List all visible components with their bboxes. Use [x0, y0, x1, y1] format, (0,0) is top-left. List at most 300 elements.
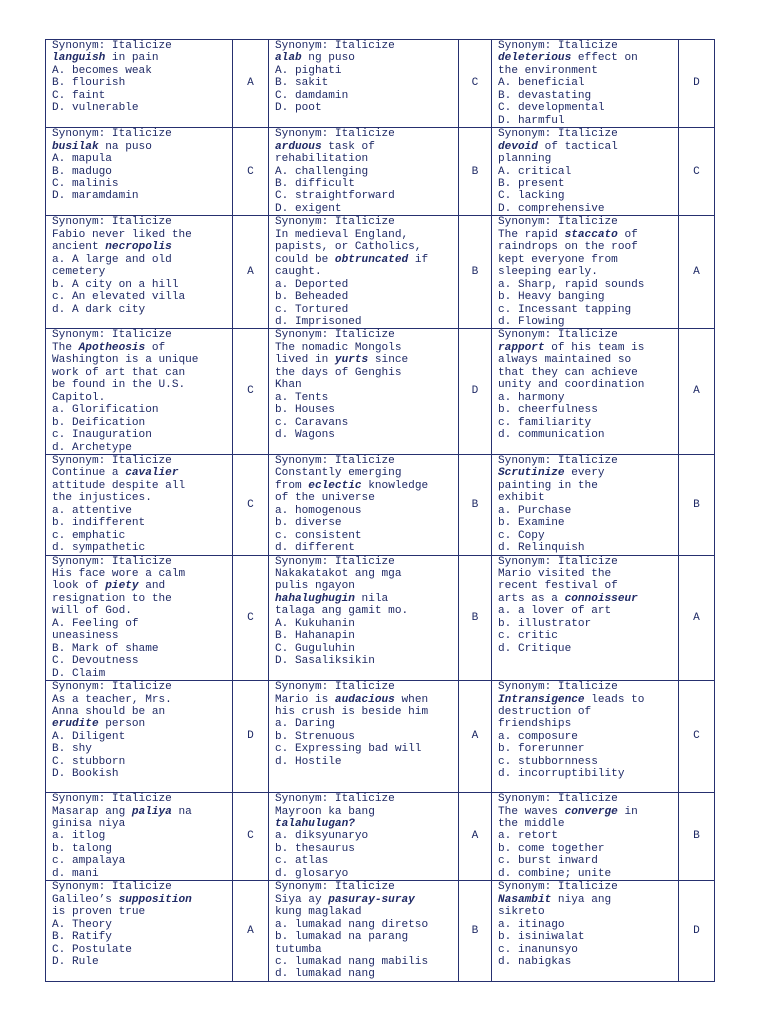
question-text: na	[171, 805, 192, 818]
italicized-word: alab	[275, 52, 302, 65]
question-text: Synonym: Italicize	[52, 881, 172, 894]
question-line	[52, 768, 228, 780]
question-cell	[269, 128, 459, 216]
question-line	[498, 153, 674, 165]
question-text: Synonym: Italicize	[52, 454, 172, 467]
question-line	[52, 480, 228, 492]
question-line	[498, 40, 674, 52]
question-text: b. talong	[52, 842, 112, 855]
answer-letter: C	[247, 165, 254, 178]
question-row	[46, 216, 715, 329]
question-text: Synonym: Italicize	[498, 128, 618, 141]
answer-cell	[459, 329, 492, 455]
question-line	[275, 52, 454, 64]
question-line	[52, 90, 228, 102]
question-line	[498, 818, 674, 830]
question-line	[275, 153, 454, 165]
question-line	[498, 706, 674, 718]
question-text: In medieval England,	[275, 228, 409, 241]
question-cell	[269, 681, 459, 793]
question-text: exhibit	[498, 492, 545, 505]
question-text: b. Deification	[52, 416, 146, 429]
question-text: ancient	[52, 241, 106, 254]
question-line	[52, 542, 228, 554]
question-text: is proven true	[52, 906, 146, 919]
question-line	[275, 630, 454, 642]
question-text: talaga ang gamit mo.	[275, 605, 409, 618]
question-text: when	[394, 693, 429, 706]
question-text: a. diksyunaryo	[275, 830, 369, 843]
question-line	[275, 731, 454, 743]
question-text: d. Critique	[498, 642, 572, 655]
question-line	[52, 630, 228, 642]
italicized-word: cavalier	[125, 467, 179, 480]
question-line	[275, 843, 454, 855]
question-line	[498, 630, 674, 642]
question-line	[52, 517, 228, 529]
question-line	[498, 480, 674, 492]
answer-letter: B	[471, 924, 479, 937]
question-text: in	[617, 805, 638, 818]
question-line	[498, 291, 674, 303]
question-line	[275, 304, 454, 316]
italicized-word: devoid	[498, 140, 538, 153]
question-row	[46, 793, 715, 881]
question-line	[498, 279, 674, 291]
question-line	[52, 681, 228, 693]
question-line	[52, 556, 228, 568]
question-text: c. lumakad nang mabilis	[275, 956, 429, 968]
question-text: B. devastating	[498, 89, 592, 102]
question-text: Synonym: Italicize	[275, 454, 395, 467]
question-text: d. Hostile	[275, 755, 342, 768]
question-line	[52, 216, 228, 228]
question-text: the days of Genghis	[275, 366, 402, 379]
question-cell	[46, 555, 233, 681]
question-text: a. Daring	[275, 718, 335, 731]
question-line	[498, 141, 674, 153]
question-text: b. lumakad na parang	[275, 931, 409, 944]
question-line	[275, 429, 454, 441]
question-text: a. Tents	[275, 391, 329, 404]
question-text: C. Guguluhin	[275, 642, 355, 655]
question-text: a. lumakad nang diretso	[275, 918, 429, 931]
question-line	[275, 655, 454, 667]
question-text: Synonym: Italicize	[52, 555, 172, 568]
question-line	[52, 894, 228, 906]
question-line	[498, 568, 674, 580]
question-text: D. maramdamin	[52, 190, 139, 203]
italicized-word: converge	[564, 805, 618, 818]
question-text: b. Beheaded	[275, 291, 349, 304]
question-line	[52, 304, 228, 316]
question-line	[275, 568, 454, 580]
question-text: be found in the U.S.	[52, 379, 186, 392]
question-text: b. Strenuous	[275, 730, 355, 743]
question-line	[52, 731, 228, 743]
question-text: always maintained so	[498, 354, 632, 367]
question-line	[52, 906, 228, 918]
question-text: A. pighati	[275, 64, 342, 77]
answer-letter: C	[247, 830, 254, 843]
question-text: A. critical	[498, 165, 572, 178]
question-line	[498, 681, 674, 693]
question-line	[275, 178, 454, 190]
answer-cell	[679, 681, 715, 793]
question-line	[52, 77, 228, 89]
question-text: d. communication	[498, 429, 605, 442]
question-text: c. stubbornness	[498, 755, 598, 768]
question-line	[52, 530, 228, 542]
answer-letter: B	[693, 830, 700, 843]
question-text: b. illustrator	[498, 617, 592, 630]
question-text: Synonym: Italicize	[498, 555, 618, 568]
question-text: Synonym: Italicize	[52, 40, 172, 52]
question-line	[498, 843, 674, 855]
question-text: Masarap ang	[52, 805, 132, 818]
question-row	[46, 681, 715, 793]
question-line	[498, 467, 674, 479]
question-line	[498, 102, 674, 114]
question-text: lived in	[275, 354, 335, 367]
question-text: Synonym: Italicize	[52, 216, 172, 229]
question-text: c. emphatic	[52, 529, 126, 542]
italicized-word: supposition	[118, 893, 192, 906]
question-line	[275, 128, 454, 140]
question-text: C. malinis	[52, 177, 119, 190]
question-text: Synonym: Italicize	[52, 329, 172, 342]
question-line	[52, 643, 228, 655]
question-text: c. Copy	[498, 529, 545, 542]
question-line	[52, 392, 228, 404]
question-text: if	[408, 253, 429, 266]
question-text: c. critic	[498, 630, 558, 643]
question-line	[52, 379, 228, 391]
italicized-word: Nasambit	[498, 893, 552, 906]
answer-cell	[459, 40, 492, 128]
question-text: Synonym: Italicize	[498, 454, 618, 467]
question-text: from	[275, 479, 309, 492]
answer-cell	[459, 681, 492, 793]
answer-cell	[233, 555, 269, 681]
question-text: B. present	[498, 177, 565, 190]
question-line	[52, 291, 228, 303]
question-text: A. Diligent	[52, 730, 126, 743]
question-text: cemetery	[52, 266, 106, 279]
question-line	[275, 830, 454, 842]
question-line	[275, 291, 454, 303]
question-text: the middle	[498, 818, 565, 831]
question-line	[275, 968, 454, 980]
question-line	[498, 694, 674, 706]
question-line	[498, 379, 674, 391]
question-line	[275, 694, 454, 706]
question-text: A. Theory	[52, 918, 112, 931]
question-line	[275, 342, 454, 354]
question-line	[52, 229, 228, 241]
question-cell	[269, 40, 459, 128]
question-line	[275, 254, 454, 266]
question-text: D. Sasaliksikin	[275, 655, 375, 668]
question-line	[275, 868, 454, 880]
question-line	[498, 190, 674, 202]
question-line	[498, 931, 674, 943]
question-text: d. nabigkas	[498, 956, 572, 968]
answer-cell	[679, 454, 715, 555]
question-line	[275, 881, 454, 893]
answer-cell	[679, 329, 715, 455]
question-line	[498, 556, 674, 568]
answer-cell	[679, 793, 715, 881]
question-text: leads to	[584, 693, 645, 706]
question-line	[498, 618, 674, 630]
question-line	[498, 868, 674, 880]
question-text: b. isiniwalat	[498, 931, 585, 944]
question-line	[275, 793, 454, 805]
question-line	[52, 40, 228, 52]
question-line	[498, 542, 674, 554]
question-line	[275, 944, 454, 956]
italicized-word: Scrutinize	[498, 467, 565, 480]
question-line	[52, 718, 228, 730]
question-line	[498, 304, 674, 316]
question-text: b. Examine	[498, 517, 565, 530]
question-text: d. A dark city	[52, 303, 146, 316]
question-line	[275, 65, 454, 77]
question-line	[275, 417, 454, 429]
question-text: Continue a	[52, 467, 126, 480]
question-text: Synonym: Italicize	[498, 681, 618, 694]
question-text: a. Deported	[275, 278, 349, 291]
question-line	[275, 480, 454, 492]
question-text: D. poot	[275, 102, 322, 115]
question-line	[275, 77, 454, 89]
italicized-word: audacious	[334, 693, 395, 706]
question-line	[498, 65, 674, 77]
question-line	[52, 605, 228, 617]
answer-cell	[679, 40, 715, 128]
question-line	[52, 166, 228, 178]
question-line	[275, 316, 454, 328]
question-text: c. Inauguration	[52, 429, 152, 442]
italicized-word: languish	[52, 52, 106, 65]
question-cell	[492, 454, 679, 555]
question-cell	[492, 216, 679, 329]
answer-letter: C	[247, 611, 254, 624]
question-text: Synonym: Italicize	[498, 793, 618, 806]
question-cell	[269, 454, 459, 555]
question-line	[275, 492, 454, 504]
answer-cell	[233, 128, 269, 216]
question-text: of tactical	[537, 140, 618, 153]
answer-letter: A	[693, 385, 700, 398]
question-line	[498, 77, 674, 89]
question-text: b. Heavy banging	[498, 291, 605, 304]
answer-letter: D	[471, 385, 479, 398]
question-text: ng puso	[301, 52, 355, 65]
question-line	[275, 919, 454, 931]
answer-letter: A	[247, 924, 254, 937]
question-text: Synonym: Italicize	[275, 881, 395, 894]
question-text: Anna should be an	[52, 706, 166, 719]
question-line	[498, 229, 674, 241]
answer-letter: D	[693, 77, 700, 90]
italicized-word: obtruncated	[334, 253, 409, 266]
question-cell	[492, 40, 679, 128]
question-text: Constantly emerging	[275, 467, 402, 480]
question-line	[498, 342, 674, 354]
question-line	[275, 806, 454, 818]
question-text: D. Claim	[52, 667, 106, 680]
question-cell	[492, 793, 679, 881]
answer-letter: C	[247, 385, 254, 398]
question-line	[498, 756, 674, 768]
question-line	[498, 115, 674, 127]
question-text: Khan	[275, 379, 302, 392]
question-line	[498, 354, 674, 366]
question-text: B. shy	[52, 743, 92, 756]
question-text: D. comprehensive	[498, 202, 605, 215]
question-cell	[46, 216, 233, 329]
question-line	[275, 718, 454, 730]
question-line	[52, 266, 228, 278]
italicized-word: rapport	[498, 341, 545, 354]
question-line	[498, 178, 674, 190]
question-text: a. a lover of art	[498, 605, 612, 618]
question-text: d. Archetype	[52, 441, 132, 454]
question-line	[52, 52, 228, 64]
answer-letter: A	[247, 77, 254, 90]
italicized-word: staccato	[564, 228, 618, 241]
question-text: resignation to the	[52, 592, 172, 605]
question-line	[498, 266, 674, 278]
question-text: nila	[354, 592, 389, 605]
question-text: B. madugo	[52, 165, 112, 178]
question-text: C. stubborn	[52, 755, 126, 768]
answer-letter: B	[693, 498, 700, 511]
question-line	[52, 580, 228, 592]
question-line	[275, 203, 454, 215]
question-line	[52, 102, 228, 114]
question-line	[52, 128, 228, 140]
question-line	[275, 605, 454, 617]
question-cell	[46, 329, 233, 455]
question-cell	[46, 454, 233, 555]
question-text: painting in the	[498, 479, 598, 492]
question-line	[275, 404, 454, 416]
answer-cell	[459, 555, 492, 681]
question-text: c. burst inward	[498, 855, 598, 868]
italicized-word: busilak	[52, 140, 99, 153]
synonym-quiz-table	[45, 39, 715, 982]
question-line	[275, 266, 454, 278]
question-text: A. mapula	[52, 153, 112, 166]
answer-letter: A	[471, 730, 479, 743]
question-line	[52, 756, 228, 768]
question-text: a. Glorification	[52, 404, 159, 417]
question-line	[498, 455, 674, 467]
question-text: of his team is	[544, 341, 645, 354]
question-text: uneasiness	[52, 630, 119, 643]
question-cell	[269, 793, 459, 881]
answer-cell	[233, 454, 269, 555]
question-text: niya ang	[551, 893, 612, 906]
question-text: c. ampalaya	[52, 855, 126, 868]
question-line	[52, 492, 228, 504]
question-line	[52, 743, 228, 755]
answer-cell	[459, 881, 492, 982]
question-line	[275, 517, 454, 529]
question-line	[52, 455, 228, 467]
question-text: Synonym: Italicize	[275, 40, 395, 52]
question-line	[275, 618, 454, 630]
question-line	[498, 429, 674, 441]
question-line	[275, 706, 454, 718]
question-text: c. atlas	[275, 855, 329, 868]
question-line	[275, 743, 454, 755]
question-line	[498, 367, 674, 379]
question-line	[498, 731, 674, 743]
question-text: a. harmony	[498, 391, 565, 404]
answer-cell	[679, 555, 715, 681]
question-cell	[46, 793, 233, 881]
question-line	[275, 906, 454, 918]
question-line	[498, 718, 674, 730]
question-line	[275, 643, 454, 655]
question-text: a. itlog	[52, 830, 106, 843]
answer-letter: B	[471, 266, 479, 279]
question-line	[498, 329, 674, 341]
question-text: c. Tortured	[275, 303, 349, 316]
question-text: His face wore a calm	[52, 568, 186, 581]
question-line	[52, 944, 228, 956]
question-text: Synonym: Italicize	[275, 793, 395, 806]
question-text: the environment	[498, 64, 598, 77]
italicized-word: paliya	[131, 805, 172, 818]
question-line	[52, 354, 228, 366]
question-text: Synonym: Italicize	[498, 216, 618, 229]
question-text: The	[52, 341, 79, 354]
answer-letter: A	[247, 266, 254, 279]
question-line	[275, 542, 454, 554]
question-text: of	[617, 228, 638, 241]
answer-letter: D	[247, 730, 254, 743]
question-line	[275, 505, 454, 517]
question-text: a. homogenous	[275, 504, 362, 517]
question-text: The nomadic Mongols	[275, 341, 402, 354]
question-line	[498, 743, 674, 755]
question-text: Synonym: Italicize	[275, 216, 395, 229]
question-cell	[46, 128, 233, 216]
question-line	[52, 178, 228, 190]
question-line	[498, 855, 674, 867]
question-text: C. damdamin	[275, 89, 349, 102]
question-line	[52, 868, 228, 880]
question-text: na puso	[98, 140, 152, 153]
question-text: c. An elevated villa	[52, 291, 186, 304]
question-text: will of God.	[52, 605, 132, 618]
answer-cell	[679, 216, 715, 329]
question-text: Synonym: Italicize	[275, 555, 395, 568]
question-line	[52, 568, 228, 580]
question-line	[275, 530, 454, 542]
question-text: As a teacher, Mrs.	[52, 693, 172, 706]
question-text: Synonym: Italicize	[275, 128, 395, 141]
question-row	[46, 329, 715, 455]
question-text: Galileo’s	[52, 893, 119, 906]
answer-letter: C	[247, 498, 254, 511]
italicized-word: eclectic	[308, 479, 362, 492]
